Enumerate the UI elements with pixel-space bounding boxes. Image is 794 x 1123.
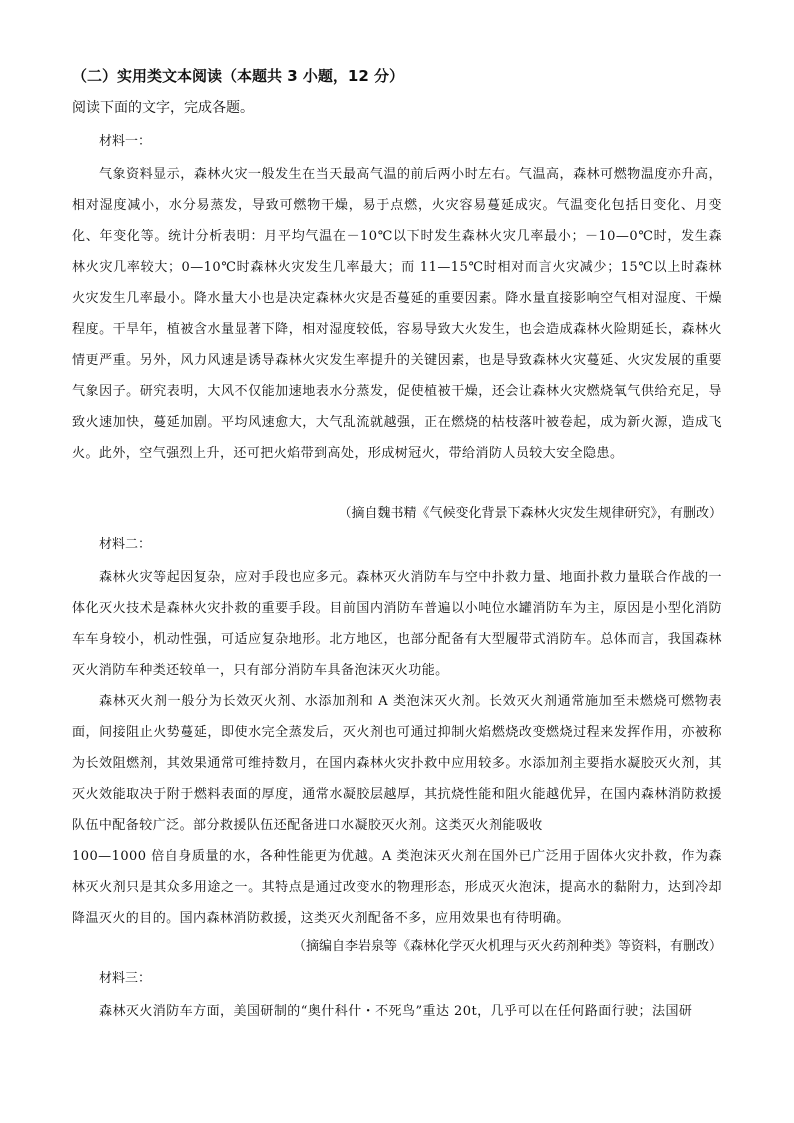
instruction-text: 阅读下面的文字，完成各题。 [72,100,254,116]
section-heading: （二）实用类文本阅读（本题共 3 小题，12 分） [72,67,404,85]
material-2-label: 材料二： [99,537,152,552]
material-3-label: 材料三： [99,971,152,986]
material-1-source: （摘自魏书精《气候变化背景下森林火灾发生规律研究》，有删改） [338,506,722,521]
material-2-paragraph-2-continued: 100—1000 倍自身质量的水，各种性能更为优越。A 类泡沫灭火剂在国外已广泛用于固体火灾扑救，作为森林灭火剂只是其众多用途之一。其特点是通过改变水的物理形态，形成灭火泡沫，提高水的黏附力，达到冷却降温灭火的目的。国内森林消防救援，这类灭火剂配备不多，应用效果也有待明确。 [72,849,722,926]
material-2-paragraph-1: 森林火灾等起因复杂，应对手段也应多元。森林灭火消防车与空中扑救力量、地面扑救力量联合作战的一体化灭火技术是森林火灾扑救的重要手段。目前国内消防车普遍以小吨位水罐消防车为主，原因是小型化消防车车身较小，机动性强，可适应复杂地形。北方地区，也部分配备有大型履带式消防车。总体而言，我国森林灭火消防车种类还较单一，只有部分消防车具备泡沫灭火功能。 [72,570,722,678]
material-2-source: （摘编自李岩泉等《森林化学灭火机理与灭火药剂种类》等资料，有删改） [292,939,722,954]
material-3-paragraph: 森林灭火消防车方面，美国研制的“奥什科什・不死鸟”重达 20t，几乎可以在任何路面行驶；法国研 [99,1004,693,1019]
material-2-paragraph-2: 森林灭火剂一般分为长效灭火剂、水添加剂和 A 类泡沫灭火剂。长效灭火剂通常施加至未燃烧可燃物表面，间接阻止火势蔓延，即使水完全蒸发后，灭火剂也可通过抑制火焰燃烧改变燃烧过程来发挥作用，亦被称为长效阻燃剂，其效果通常可维持数月，在国内森林火灾扑救中应用较多。水添加剂主要指水凝胶灭火剂，其灭火效能取决于附于燃料表面的厚度，通常水凝胶层越厚，其抗烧性能和阻火能越优异，在国内森林消防救援队伍中配备较广泛。部分救援队伍还配备进口水凝胶灭火剂。这类灭火剂能吸收 [72,694,722,833]
material-1-paragraph: 气象资料显示，森林火灾一般发生在当天最高气温的前后两小时左右。气温高，森林可燃物温度亦升高，相对湿度减小，水分易蒸发，导致可燃物干燥，易于点燃，火灾容易蔓延成灾。气温变化包括日变化、月变化、年变化等。统计分析表明：月平均气温在－10℃以下时发生森林火灾几率最小；－10—0℃时，发生森林火灾几率较大；0—10℃时森林火灾发生几率最大；而 11—15℃时相对而言火灾减少；15℃以上时森林火灾发生几率最小。降水量大小也是决定森林火灾是否蔓延的重要因素。降水量直接影响空气相对湿度、干燥程度。干旱年，植被含水量显著下降，相对湿度较低，容易导致大火发生，也会造成森林火险期延长，森林火情更严重。另外，风力风速是诱导森林火灾发生率提升的关键因素，也是导致森林火灾蔓延、火灾发展的重要气象因子。研究表明，大风不仅能加速地表水分蒸发，促使植被干燥，还会让森林火灾燃烧氧气供给充足，导致火速加快，蔓延加剧。平均风速愈大，大气乱流就越强，正在燃烧的枯枝落叶被卷起，成为新火源，造成飞火。此外，空气强烈上升，还可把火焰带到高处，形成树冠火，带给消防人员较大安全隐患。 [72,167,722,461]
material-1-label: 材料一： [99,134,152,149]
